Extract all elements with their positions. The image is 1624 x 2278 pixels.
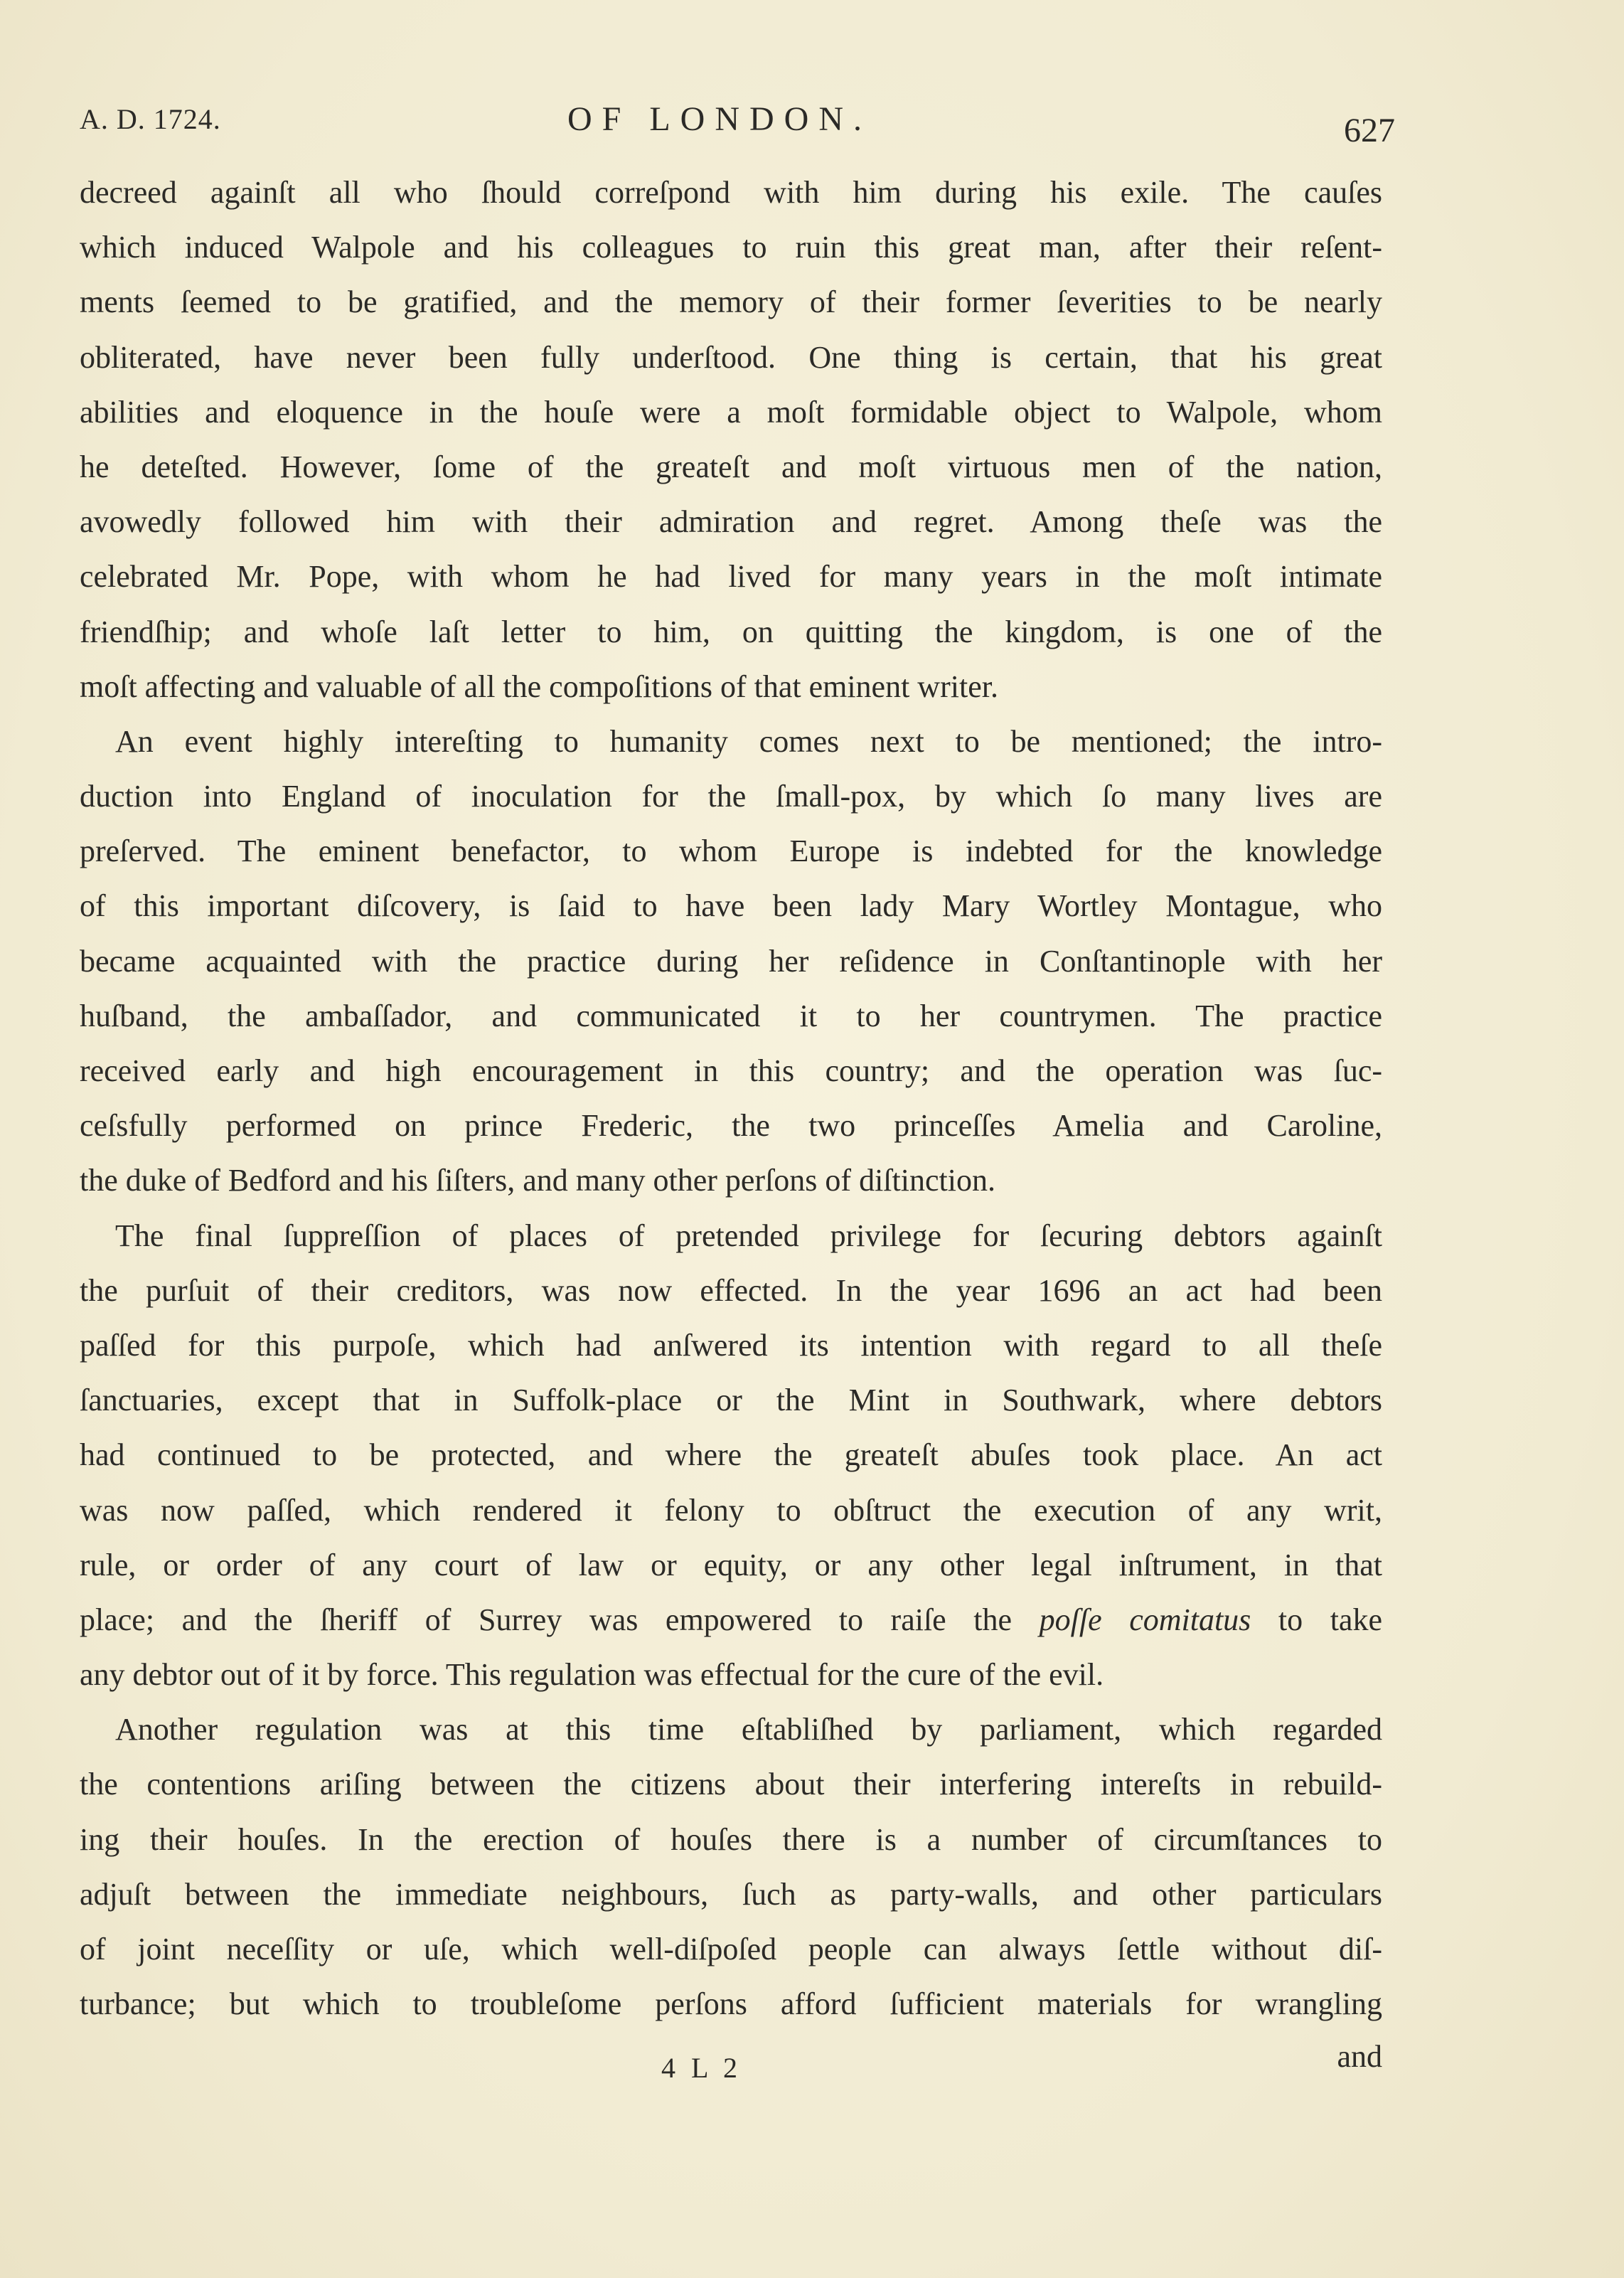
- page-number: 627: [1344, 112, 1395, 149]
- paragraph-start-line: An event highly intereſting to humanity comes next to be mentioned; the intro-: [115, 723, 1382, 759]
- text-line: decreed againſt all who ſhould correſpond with him during his exile. The cauſes: [80, 175, 1382, 210]
- text-line: received early and high encouragement in this country; and the operation was ſuc-: [80, 1053, 1382, 1088]
- text-line: moſt affecting and valuable of all the compoſitions of that eminent writer.: [80, 669, 998, 704]
- paragraph-start-line: The final ſuppreſſion of places of pretended privilege for ſecuring debtors againſt: [115, 1218, 1382, 1253]
- text-line: became acquainted with the practice during her reſidence in Conſtantinople with her: [80, 943, 1382, 979]
- text-line: celebrated Mr. Pope, with whom he had lived for many years in the moſt intimate: [80, 559, 1382, 595]
- text-line: duction into England of inoculation for the ſmall-pox, by which ſo many lives are: [80, 779, 1382, 814]
- text-line: ing their houſes. In the erection of houſes there is a number of circumſtances to: [80, 1821, 1382, 1857]
- text-line: abilities and eloquence in the houſe were a moſt formidable object to Walpole, whom: [80, 394, 1382, 430]
- line-segment: place; and the ſheriff of Surrey was empowered to raiſe the: [80, 1602, 1040, 1637]
- text-line: of this important diſcovery, is ſaid to have been lady Mary Wortley Montague, who: [80, 888, 1382, 924]
- line-segment: to take: [1251, 1602, 1382, 1637]
- latin-phrase: poſſe comitatus: [1039, 1602, 1251, 1637]
- text-line: of joint neceſſity or uſe, which well-diſpoſed people can always ſettle without diſ-: [80, 1932, 1382, 1966]
- paragraph-start-line: Another regulation was at this time eſtabliſhed by parliament, which regarded: [115, 1712, 1382, 1747]
- text-line: was now paſſed, which rendered it felony to obſtruct the execution of any writ,: [80, 1492, 1382, 1528]
- text-line: paſſed for this purpoſe, which had anſwered its intention with regard to all theſe: [80, 1327, 1382, 1363]
- text-line: ceſsfully performed on prince Frederic, the two princeſſes Amelia and Caroline,: [80, 1108, 1382, 1144]
- text-line: the purſuit of their creditors, was now effected. In the year 1696 an act had been: [80, 1272, 1382, 1308]
- text-line: huſband, the ambaſſador, and communicated it to her countrymen. The practice: [80, 998, 1382, 1033]
- header-year: A. D. 1724.: [80, 103, 221, 135]
- text-line: ſanctuaries, except that in Suffolk-place or the Mint in Southwark, where debtors: [80, 1383, 1382, 1418]
- running-header: [80, 91, 1395, 148]
- signature-mark: 4 L 2: [661, 2052, 742, 2084]
- text-line: had continued to be protected, and where the greateſt abuſes took place. An act: [80, 1437, 1382, 1473]
- text-line: the duke of Bedford and his ſiſters, and many other perſons of diſtinction.: [80, 1163, 995, 1198]
- text-line: which induced Walpole and his colleagues to ruin this great man, after their reſent-: [80, 230, 1382, 265]
- text-line: ments ſeemed to be gratified, and the memory of their former ſeverities to be nearly: [80, 284, 1382, 320]
- text-line: avowedly followed him with their admiration and regret. Among theſe was the: [80, 504, 1382, 540]
- page-footer: [80, 2035, 1382, 2085]
- text-line: friendſhip; and whoſe laſt letter to him, on quitting the kingdom, is one of the: [80, 614, 1382, 649]
- catchword: and: [1337, 2039, 1382, 2074]
- text-line: adjuſt between the immediate neighbours, ſuch as party-walls, and other particulars: [80, 1876, 1382, 1912]
- text-line: he deteſted. However, ſome of the greateſt and moſt virtuous men of the nation,: [80, 449, 1382, 484]
- text-line: preſerved. The eminent benefactor, to whom Europe is indebted for the knowledge: [80, 834, 1382, 869]
- body-text: [80, 165, 1382, 2031]
- text-line-with-italic: [80, 1592, 1382, 1647]
- header-title: OF LONDON.: [567, 100, 872, 138]
- text-line: obliterated, have never been fully underſtood. One thing is certain, that his great: [80, 339, 1382, 375]
- text-line: rule, or order of any court of law or equity, or any other legal inſtrument, in that: [80, 1547, 1382, 1582]
- text-line: any debtor out of it by force. This regulation was effectual for the cure of the evil.: [80, 1657, 1104, 1693]
- text-line: turbance; but which to troubleſome perſons afford ſufficient materials for wrangling: [80, 1986, 1382, 2022]
- text-line: the contentions ariſing between the citizens about their interfering intereſts in rebuild-: [80, 1767, 1382, 1802]
